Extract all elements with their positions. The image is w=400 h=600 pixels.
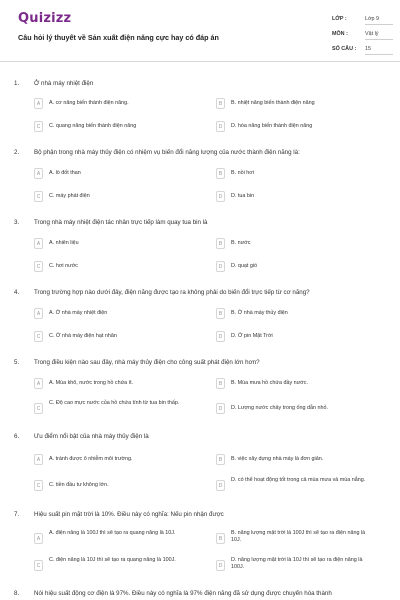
- question-text: Trong điều kiện nào sau đây, nhà máy thủy điện cho công suất phát điện lớn hơn?: [34, 359, 260, 366]
- question-number: 7.: [14, 511, 20, 518]
- option-c[interactable]: [34, 331, 194, 345]
- option-letter: B: [216, 168, 225, 179]
- option-letter: C: [34, 261, 43, 272]
- option-letter: C: [34, 121, 43, 132]
- option-letter: A: [34, 168, 43, 179]
- option-text: A. điện năng là 100J thì sẽ tạo ra quang năng là 10J.: [49, 530, 176, 536]
- option-letter: B: [216, 98, 225, 109]
- option-text: A. tránh được ô nhiễm môi trường.: [49, 456, 133, 462]
- meta-count-value: 15: [365, 46, 393, 55]
- option-b[interactable]: [216, 308, 376, 322]
- option-c[interactable]: [34, 555, 194, 577]
- option-d[interactable]: [216, 475, 376, 497]
- question-text: Trong trường hợp nào dưới đây, điện năng được tạo ra không phải do biến đổi trực tiếp từ cơ năng?: [34, 289, 310, 296]
- option-c[interactable]: [34, 480, 194, 494]
- page-title: Câu hỏi lý thuyết về Sản xuất điện năng cực hay có đáp án: [18, 33, 219, 42]
- option-b[interactable]: [216, 454, 376, 468]
- option-text: D. hóa năng biến thành điện năng: [231, 123, 313, 129]
- question-number: 6.: [14, 433, 20, 440]
- option-text: C. máy phát điện: [49, 193, 90, 199]
- option-text: A. lò đốt than: [49, 170, 81, 176]
- option-text: B. năng lượng mặt trời là 100J thì sẽ tạo ra điện năng là 10J.: [231, 530, 366, 543]
- question-text: Hiệu suất pin mặt trời là 10%. Điều này có nghĩa: Nếu pin nhận được: [34, 511, 224, 518]
- option-text: A. Ở nhà máy nhiệt điện: [49, 310, 108, 316]
- option-letter: D: [216, 191, 225, 202]
- option-text: A. nhiên liệu: [49, 240, 79, 246]
- question-number: 3.: [14, 219, 20, 226]
- option-text: C. điện năng là 10J thì sẽ tạo ra quang năng là 100J.: [49, 557, 176, 563]
- option-letter: B: [216, 308, 225, 319]
- option-letter: B: [216, 378, 225, 389]
- question-number: 2.: [14, 149, 20, 156]
- question-text: Trong nhà máy nhiệt điện tác nhân trực tiếp làm quay tua bin là: [34, 219, 208, 226]
- option-d[interactable]: [216, 121, 376, 135]
- option-text: C. Độ cao mực nước của hồ chứa tính từ tua bin thấp.: [49, 400, 180, 406]
- option-text: D. tua bin: [231, 193, 255, 199]
- meta-class-label: LỚP :: [332, 16, 347, 22]
- option-text: D. có thể hoạt động tốt trong cả mùa mưa và mùa nắng.: [231, 477, 366, 483]
- option-letter: B: [216, 454, 225, 465]
- question-number: 8.: [14, 590, 20, 597]
- option-c[interactable]: [34, 261, 194, 275]
- meta-class-value: Lớp 9: [365, 16, 393, 25]
- option-b[interactable]: [216, 168, 376, 182]
- option-b[interactable]: [216, 378, 376, 392]
- option-a[interactable]: [34, 378, 194, 392]
- option-text: D. Lượng nước chảy trong ống dẫn nhỏ.: [231, 405, 329, 411]
- option-a[interactable]: [34, 308, 194, 322]
- option-letter: C: [34, 331, 43, 342]
- option-letter: D: [216, 403, 225, 414]
- option-text: C. quang năng biến thành điện năng: [49, 123, 137, 129]
- option-text: B. nhiệt năng biến thành điện năng: [231, 100, 315, 106]
- option-letter: D: [216, 480, 225, 491]
- question-text: Ở nhà máy nhiệt điện: [34, 80, 94, 87]
- option-letter: A: [34, 454, 43, 465]
- question-number: 4.: [14, 289, 20, 296]
- option-d[interactable]: [216, 261, 376, 275]
- option-text: B. nước: [231, 240, 251, 246]
- option-text: C. hơi nước: [49, 263, 78, 269]
- option-letter: B: [216, 533, 225, 544]
- option-text: B. Ở nhà máy thủy điện: [231, 310, 288, 316]
- option-c[interactable]: [34, 191, 194, 205]
- question-number: 1.: [14, 80, 20, 87]
- meta-count-label: SỐ CÂU :: [332, 46, 357, 52]
- option-a[interactable]: [34, 98, 194, 112]
- option-letter: D: [216, 121, 225, 132]
- question-text: Ưu điểm nổi bật của nhà máy thủy điện là: [34, 433, 149, 440]
- option-letter: C: [34, 403, 43, 414]
- option-d[interactable]: [216, 555, 376, 577]
- option-a[interactable]: [34, 454, 194, 468]
- question-number: 5.: [14, 359, 20, 366]
- quizizz-logo: Quizizz: [18, 11, 72, 26]
- meta-subject-label: MÔN :: [332, 31, 348, 37]
- option-letter: A: [34, 98, 43, 109]
- option-letter: A: [34, 308, 43, 319]
- option-c[interactable]: [34, 398, 194, 420]
- option-letter: C: [34, 191, 43, 202]
- option-letter: B: [216, 238, 225, 249]
- option-text: C. Ở nhà máy điện hạt nhân: [49, 333, 117, 339]
- option-d[interactable]: [216, 191, 376, 205]
- option-text: D. Ở pin Mặt Trời: [231, 333, 273, 339]
- option-text: A. cơ năng biến thành điện năng.: [49, 100, 129, 106]
- option-text: B. việc xây dựng nhà máy là đơn giản.: [231, 456, 324, 462]
- option-text: D. năng lượng mặt trời là 10J thì sẽ tạo ra điện năng là 100J.: [231, 557, 363, 570]
- option-d[interactable]: [216, 403, 376, 417]
- worksheet-header: [0, 0, 400, 62]
- option-letter: C: [34, 560, 43, 571]
- option-b[interactable]: [216, 238, 376, 252]
- option-letter: D: [216, 261, 225, 272]
- option-text: A. Mùa khô, nước trong hồ chứa ít.: [49, 380, 134, 386]
- option-text: B. Mùa mưa hồ chứa đầy nước.: [231, 380, 308, 386]
- option-c[interactable]: [34, 121, 194, 135]
- option-letter: A: [34, 238, 43, 249]
- option-a[interactable]: [34, 528, 194, 550]
- question-text: Bộ phận trong nhà máy thủy điện có nhiệm vụ biến đổi năng lượng của nước thành điện năng là:: [34, 149, 300, 156]
- option-text: D. quạt gió: [231, 263, 258, 269]
- option-letter: C: [34, 480, 43, 491]
- option-b[interactable]: [216, 528, 376, 550]
- option-d[interactable]: [216, 331, 376, 345]
- option-b[interactable]: [216, 98, 376, 112]
- option-text: B. nồi hơi: [231, 170, 255, 176]
- question-text: Nói hiệu suất động cơ điện là 97%. Điều này có nghĩa là 97% điện năng đã sử dụng được chuyển hóa thành: [34, 590, 332, 597]
- meta-subject-value: Vật lý: [365, 31, 393, 40]
- option-a[interactable]: [34, 238, 194, 252]
- option-letter: D: [216, 331, 225, 342]
- option-letter: A: [34, 378, 43, 389]
- option-text: C. tiền đầu tư không lớn.: [49, 482, 109, 488]
- option-letter: A: [34, 533, 43, 544]
- option-letter: D: [216, 560, 225, 571]
- option-a[interactable]: [34, 168, 194, 182]
